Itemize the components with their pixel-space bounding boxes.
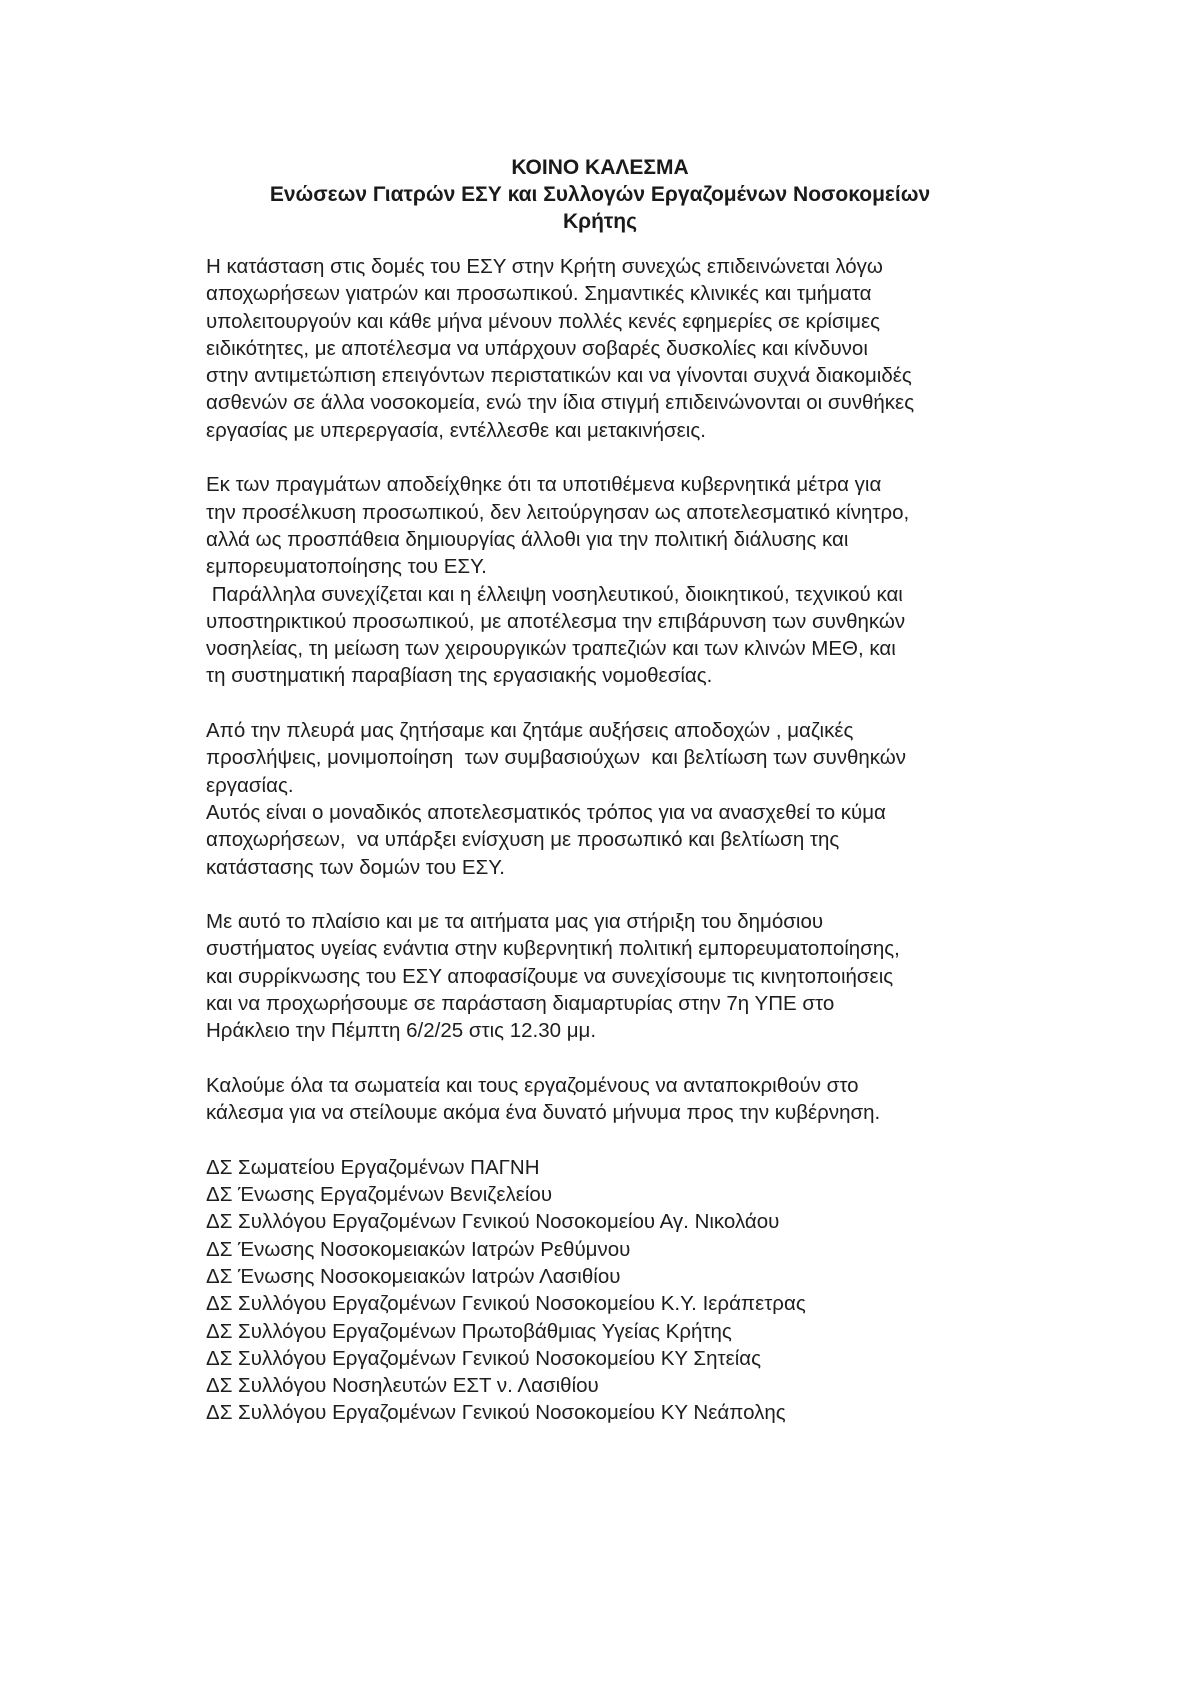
text-line: Ηράκλειο την Πέμπτη 6/2/25 στις 12.30 μμ. [206, 1019, 597, 1043]
text-line: κατάστασης των δομών του ΕΣΥ. [206, 855, 505, 879]
document-header [0, 154, 1200, 235]
signatory: ΔΣ Συλλόγου Εργαζομένων Γενικού Νοσοκομείου Αγ. Νικολάου [206, 1210, 780, 1234]
text-line: Αυτός είναι ο μοναδικός αποτελεσματικός τρόπος για να ανασχεθεί το κύμα [206, 800, 886, 824]
signatory: ΔΣ Συλλόγου Εργαζομένων Πρωτοβάθμιας Υγείας Κρήτης [206, 1319, 732, 1343]
paragraph-government-measures [206, 471, 1106, 689]
text-line: αποχωρήσεων γιατρών και προσωπικού. Σημαντικές κλινικές και τμήματα [206, 282, 872, 306]
text-line: την προσέλκυση προσωπικού, δεν λειτούργησαν ως αποτελεσματικό κίνητρο, [206, 500, 910, 524]
signatories-list [206, 1154, 1106, 1427]
text-line: Η κατάσταση στις δομές του ΕΣΥ στην Κρήτη συνεχώς επιδεινώνεται λόγω [206, 255, 883, 278]
paragraph-demands [206, 717, 1106, 881]
text-line: υπολειτουργούν και κάθε μήνα μένουν πολλές κενές εφημερίες σε κρίσιμες [206, 309, 880, 333]
signatory: ΔΣ Σωματείου Εργαζομένων ΠΑΓΝΗ [206, 1155, 540, 1179]
text-line: και συρρίκνωσης του ΕΣΥ αποφασίζουμε να συνεχίσουμε τις κινητοποιήσεις [206, 964, 894, 988]
signatory: ΔΣ Συλλόγου Νοσηλευτών ΕΣΤ ν. Λασιθίου [206, 1374, 599, 1398]
paragraph-call-to-action [206, 1072, 1106, 1127]
text-line: κάλεσμα για να στείλουμε ακόμα ένα δυνατό μήνυμα προς την κυβέρνηση. [206, 1101, 881, 1125]
text-line: Εκ των πραγμάτων αποδείχθηκε ότι τα υποτιθέμενα κυβερνητικά μέτρα για [206, 473, 882, 497]
text-line: τη συστηματική παραβίαση της εργασιακής νομοθεσίας. [206, 664, 713, 688]
paragraph-gap [206, 1127, 1106, 1154]
text-line: ασθενών σε άλλα νοσοκομεία, ενώ την ίδια στιγμή επιδεινώνονται οι συνθήκες [206, 391, 915, 415]
paragraph-gap [206, 1045, 1106, 1072]
text-line: Από την πλευρά μας ζητήσαμε και ζητάμε αυξήσεις αποδοχών , μαζικές [206, 719, 854, 743]
text-line: προσλήψεις, μονιμοποίηση των συμβασιούχων και βελτίωση των συνθηκών [206, 746, 907, 770]
paragraph-gap [206, 690, 1106, 717]
text-line: εργασίας με υπερεργασία, εντέλλεσθε και μετακινήσεις. [206, 418, 706, 442]
document-body [206, 253, 1106, 1427]
paragraph-protest-announcement [206, 908, 1106, 1044]
text-line: στην αντιμετώπιση επειγόντων περιστατικών και να γίνονται συχνά διακομιδές [206, 364, 912, 388]
text-line: υποστηρικτικού προσωπικού, με αποτέλεσμα την επιβάρυνση των συνθηκών [206, 609, 906, 633]
signatory: ΔΣ Ένωσης Νοσοκομειακών Ιατρών Λασιθίου [206, 1264, 621, 1288]
signatory: ΔΣ Ένωσης Νοσοκομειακών Ιατρών Ρεθύμνου [206, 1237, 631, 1261]
paragraph-gap [206, 444, 1106, 471]
paragraph-situation [206, 253, 1106, 444]
document-subtitle: Ενώσεων Γιατρών ΕΣΥ και Συλλογών Εργαζομένων Νοσοκομείων [269, 183, 931, 206]
text-line: αλλά ως προσπάθεια δημιουργίας άλλοθι για την πολιτική διάλυσης και [206, 527, 849, 551]
document-title: ΚΟΙΝΟ ΚΑΛΕΣΜΑ [511, 156, 689, 179]
text-line: Με αυτό το πλαίσιο και με τα αιτήματα μας για στήριξη του δημόσιου [206, 910, 824, 934]
text-line: αποχωρήσεων, να υπάρξει ενίσχυση με προσωπικό και βελτίωση της [206, 828, 840, 852]
text-line: ειδικότητες, με αποτέλεσμα να υπάρχουν σοβαρές δυσκολίες και κίνδυνοι [206, 336, 868, 360]
signatory: ΔΣ Συλλόγου Εργαζομένων Γενικού Νοσοκομείου ΚΥ Νεάπολης [206, 1401, 786, 1425]
text-line: νοσηλείας, τη μείωση των χειρουργικών τραπεζιών και των κλινών ΜΕΘ, και [206, 637, 896, 661]
document-subtitle-continued: Κρήτης [562, 210, 638, 233]
text-line: εργασίας. [206, 773, 294, 797]
text-line: συστήματος υγείας ενάντια στην κυβερνητική πολιτική εμπορευματοποίησης, [206, 937, 900, 961]
paragraph-gap [206, 881, 1106, 908]
signatory: ΔΣ Συλλόγου Εργαζομένων Γενικού Νοσοκομείου ΚΥ Σητείας [206, 1346, 762, 1370]
text-line: Καλούμε όλα τα σωματεία και τους εργαζομένους να ανταποκριθούν στο [206, 1073, 859, 1097]
text-line: Παράλληλα συνεχίζεται και η έλλειψη νοσηλευτικού, διοικητικού, τεχνικού και [206, 582, 903, 606]
signatory: ΔΣ Συλλόγου Εργαζομένων Γενικού Νοσοκομείου Κ.Υ. Ιεράπετρας [206, 1292, 806, 1316]
signatory: ΔΣ Ένωσης Εργαζομένων Βενιζελείου [206, 1183, 553, 1207]
text-line: εμπορευματοποίησης του ΕΣΥ. [206, 555, 487, 579]
text-line: και να προχωρήσουμε σε παράσταση διαμαρτυρίας στην 7η ΥΠΕ στο [206, 992, 835, 1016]
